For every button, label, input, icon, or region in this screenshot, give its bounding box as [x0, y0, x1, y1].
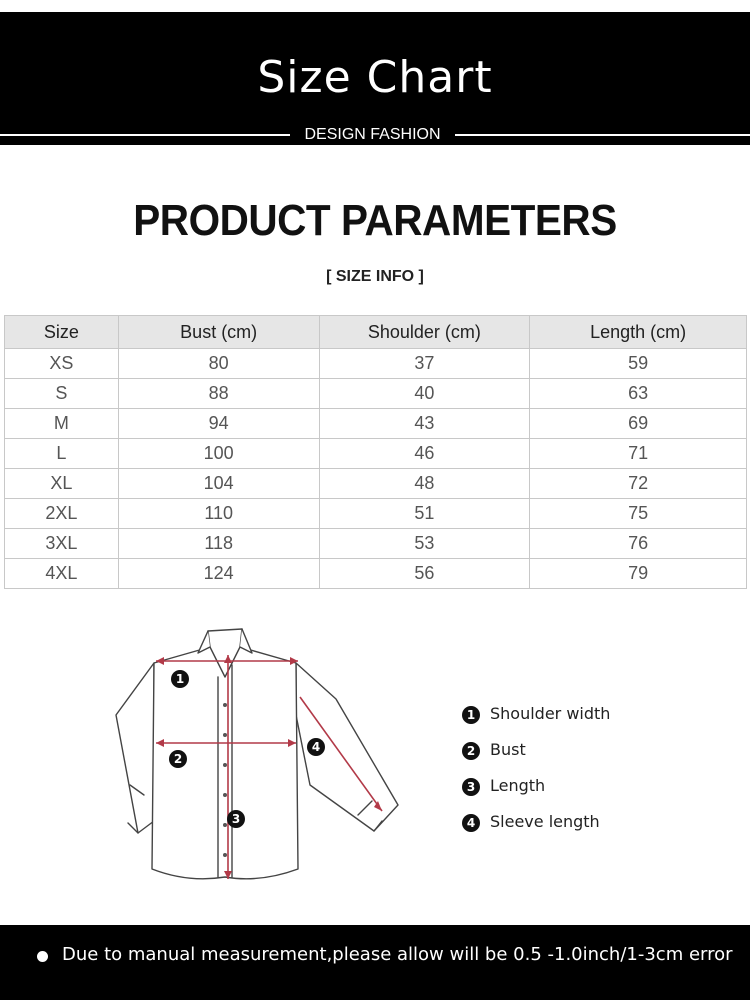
- cell-length: 63: [530, 379, 747, 409]
- table-header-row: [5, 316, 747, 349]
- table-row: [5, 469, 747, 499]
- svg-text:2: 2: [173, 752, 183, 766]
- cell-length: 75: [530, 499, 747, 529]
- shirt-outline: [116, 629, 398, 879]
- legend-item-shoulder-width: [462, 703, 722, 739]
- cell-length: 59: [530, 349, 747, 379]
- page-title: Size Chart: [257, 52, 493, 103]
- cell-length: 79: [530, 559, 747, 589]
- cell-bust: 100: [118, 439, 319, 469]
- cell-shoulder: 53: [319, 529, 530, 559]
- footer-note-bar: [0, 925, 750, 1000]
- cell-shoulder: 40: [319, 379, 530, 409]
- cell-shoulder: 51: [319, 499, 530, 529]
- column-header-length: Length (cm): [530, 316, 747, 349]
- cell-length: 72: [530, 469, 747, 499]
- cell-size: S: [5, 379, 119, 409]
- measurement-error-note: Due to manual measurement,please allow will be 0.5 -1.0inch/1-3cm error: [62, 944, 733, 965]
- cell-size: 4XL: [5, 559, 119, 589]
- cell-size: 2XL: [5, 499, 119, 529]
- table-row: [5, 559, 747, 589]
- cell-size: M: [5, 409, 119, 439]
- legend-label: Bust: [490, 740, 526, 759]
- cell-size: XL: [5, 469, 119, 499]
- marker-3: [227, 810, 245, 828]
- measurement-legend: [462, 703, 722, 847]
- cell-shoulder: 48: [319, 469, 530, 499]
- legend-label: Sleeve length: [490, 812, 600, 831]
- column-header-shoulder: Shoulder (cm): [319, 316, 530, 349]
- cell-bust: 94: [118, 409, 319, 439]
- cell-shoulder: 43: [319, 409, 530, 439]
- cell-bust: 110: [118, 499, 319, 529]
- legend-item-bust: [462, 739, 722, 775]
- header-banner: [0, 12, 750, 145]
- table-row: [5, 409, 747, 439]
- cell-bust: 124: [118, 559, 319, 589]
- product-parameters-heading: PRODUCT PARAMETERS: [133, 196, 617, 245]
- table-row: [5, 499, 747, 529]
- cell-length: 71: [530, 439, 747, 469]
- table-row: [5, 529, 747, 559]
- cell-length: 69: [530, 409, 747, 439]
- legend-number: 1: [462, 706, 480, 724]
- cell-shoulder: 56: [319, 559, 530, 589]
- header-subtitle: DESIGN FASHION: [304, 126, 441, 143]
- cell-bust: 118: [118, 529, 319, 559]
- legend-item-sleeve-length: [462, 811, 722, 847]
- cell-bust: 80: [118, 349, 319, 379]
- divider-right: [455, 134, 750, 136]
- legend-item-length: [462, 775, 722, 811]
- shirt-measurement-diagram: [110, 625, 410, 885]
- cell-length: 76: [530, 529, 747, 559]
- svg-text:4: 4: [311, 740, 321, 754]
- legend-number: 3: [462, 778, 480, 796]
- table-row: [5, 379, 747, 409]
- column-header-bust: Bust (cm): [118, 316, 319, 349]
- legend-number: 4: [462, 814, 480, 832]
- size-table: [4, 315, 747, 589]
- bullet-icon: [37, 951, 48, 962]
- marker-4: [307, 738, 325, 756]
- divider-left: [0, 134, 290, 136]
- cell-size: L: [5, 439, 119, 469]
- svg-text:3: 3: [231, 812, 241, 826]
- legend-label: Length: [490, 776, 546, 795]
- marker-2: [169, 750, 187, 768]
- cell-size: XS: [5, 349, 119, 379]
- cell-shoulder: 37: [319, 349, 530, 379]
- svg-text:1: 1: [175, 672, 185, 686]
- cell-shoulder: 46: [319, 439, 530, 469]
- legend-label: Shoulder width: [490, 704, 611, 723]
- marker-1: [171, 670, 189, 688]
- table-row: [5, 349, 747, 379]
- legend-number: 2: [462, 742, 480, 760]
- column-header-size: Size: [5, 316, 119, 349]
- cell-bust: 88: [118, 379, 319, 409]
- cell-bust: 104: [118, 469, 319, 499]
- size-info-label: [ SIZE INFO ]: [326, 268, 424, 285]
- cell-size: 3XL: [5, 529, 119, 559]
- table-row: [5, 439, 747, 469]
